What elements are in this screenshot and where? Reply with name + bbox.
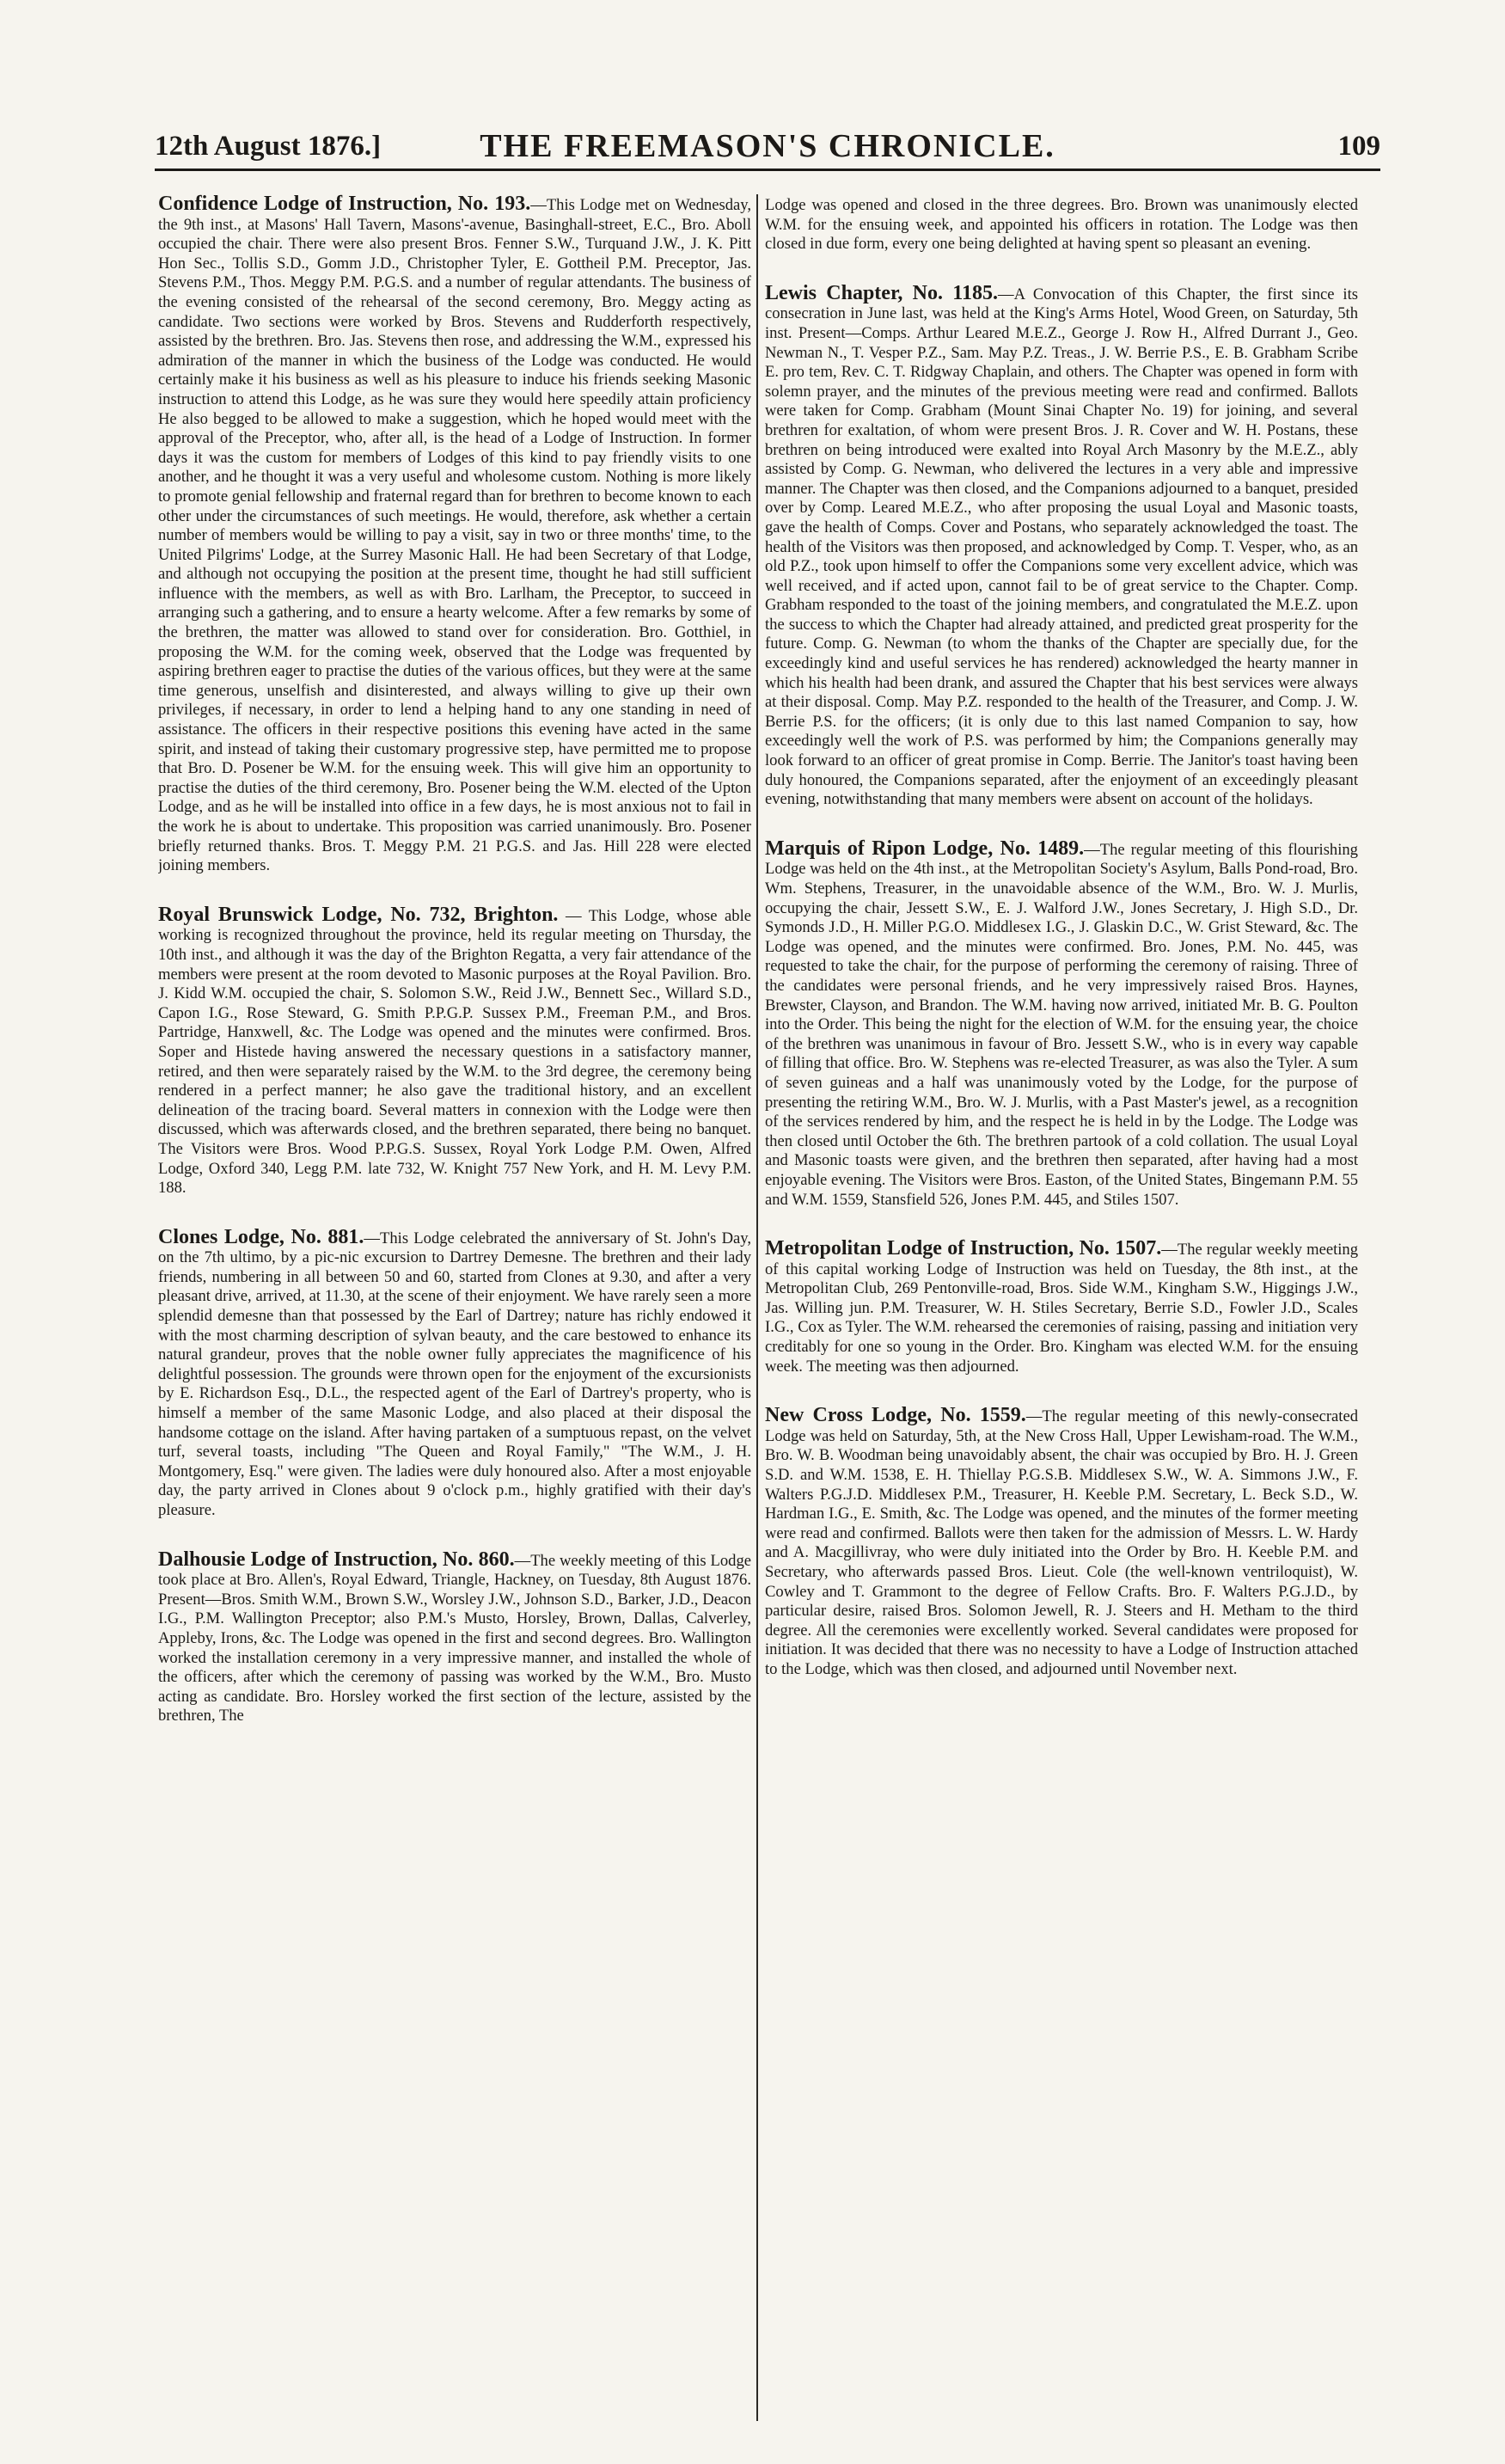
publication-title: THE FREEMASON'S CHRONICLE.: [480, 128, 1055, 164]
article-heading: Marquis of Ripon Lodge, No. 1489.: [765, 837, 1085, 860]
article: [765, 1239, 1358, 1376]
article-body: — This Lodge, whose able working is recognized throughout the province, held its regular meeting on Thursday, the 10th inst., and although it was the day of the Brighton Regatta, a very fair attendance of the members were present at the room devoted to Masonic purposes at the Royal Pavilion. Bro. J. Kidd W.M. occupied the chair, S. Solomon S.W., Reid J.W., Bennett Sec., Willard S.D., Capon I.G., Rose Steward, G. Smith P.P.G.P. Sussex P.M., Freeman P.M., and Bros. Partridge, Hanxwell, &c. The Lodge was opened and the minutes were confirmed. Bros. Soper and Histede having answered the necessary questions in a satisfactory manner, retired, and then were separately raised by the W.M. to the 3rd degree, the ceremony being rendered in a perfect manner; he also gave the traditional history, and an excellent delineation of the tracing board. Several matters in connexion with the Lodge were then discussed, which was afterwards closed, and the brethren separated, there being no banquet. The Visitors were Bros. Wood P.P.G.S. Sussex, Royal York Lodge P.M. Owen, Alfred Lodge, Oxford 340, Legg P.M. late 732, W. Knight 757 New York, and H. M. Levy P.M. 188.: [158, 906, 751, 1198]
article-heading: Metropolitan Lodge of Instruction, No. 1507.: [765, 1237, 1162, 1260]
article-heading: Dalhousie Lodge of Instruction, No. 860.: [158, 1548, 515, 1571]
right-column: [765, 194, 1358, 2430]
article-body: —A Convocation of this Chapter, the first since its consecration in June last, was held at the King's Arms Hotel, Wood Green, on Saturday, 5th inst. Present—Comps. Arthur Leared M.E.Z., George J. Row H., Alfred Durrant J., Geo. Newman N., T. Vesper P.Z., Sam. May P.Z. Treas., J. W. Berrie P.S., E. B. Grabham Scribe E. pro tem, Rev. C. T. Ridgway Chaplain, and others. The Chapter was opened in form with solemn prayer, and the minutes of the previous meeting were read and confirmed. Ballots were taken for Comp. Grabham (Mount Sinai Chapter No. 19) for joining, and several brethren for exaltation, of whom were present Bros. J. R. Cover and W. H. Postans, these brethren on being introduced were exalted into Royal Arch Masonry by the M.E.Z., ably assisted by Comp. G. Newman, who delivered the lectures in a very able and impressive manner. The Chapter was then closed, and the Companions adjourned to a banquet, presided over by Comp. Leared M.E.Z., who after proposing the usual Loyal and Masonic toasts, gave the health of Comps. Cover and Postans, who separately acknowledged the toast. The health of the Visitors was then proposed, and acknowledged by Comp. T. Vesper, who, as an old P.Z., took upon himself to offer the Companions some very excellent advice, which was well received, and if acted upon, cannot fail to be of great service to the Chapter. Comp. Grabham responded to the toast of the joining members, and congratulated the M.E.Z. upon the success to which the Chapter had already attained, and predicted great prosperity for the future. Comp. G. Newman (to whom the thanks of the Chapter are specially due, for the exceedingly kind and useful services he has rendered) acknowledged the hearty manner in which his health had been drank, and assured the Chapter that his best services were always at their disposal. Comp. May P.Z. responded to the health of the Treasurer, and Comp. J. W. Berrie P.S. for the officers; (it is only due to this last named Companion to say, how exceedingly well the work of P.S. was performed by him; the Companions generally may look forward to an officer of great promise in Comp. Berrie. The Janitor's toast having been duly honoured, the Companions separated, after the enjoyment of an exceedingly pleasant evening, notwithstanding that many members were absent on account of the holidays.: [765, 285, 1358, 809]
article: [158, 1550, 751, 1726]
article-body: Lodge was opened and closed in the three degrees. Bro. Brown was unanimously elected W.M. for the ensuing week, and appointed his officers in rotation. The Lodge was then closed in due form, every one being delighted at having spent so pleasant an evening.: [765, 196, 1358, 254]
article: [158, 194, 751, 876]
article-body: —The regular weekly meeting of this capital working Lodge of Instruction was held on Tuesday, the 8th inst., at the Metropolitan Club, 269 Pentonville-road, Bros. Side W.M., Kingham S.W., Higgings J.W., Jas. Willing jun. P.M. Treasurer, W. H. Stiles Secretary, Berrie S.D., Fowler J.D., Scales I.G., Cox as Tyler. The W.M. rehearsed the ceremonies of raising, passing and initiation very creditably for one so young in the Order. Bro. Kingham was elected W.M. for the ensuing week. The meeting was then adjourned.: [765, 1241, 1358, 1376]
article-body: —This Lodge met on Wednesday, the 9th inst., at Masons' Hall Tavern, Masons'-avenue, Basinghall-street, E.C., Bro. Aboll occupied the chair. There were also present Bros. Fenner S.W., Turquand J.W., J. K. Pitt Hon Sec., Tollis S.D., Gomm J.D., Christopher Tyler, E. Gottheil P.M. Preceptor, Jas. Stevens P.M., Thos. Meggy P.M. P.G.S. and a number of regular attendants. The business of the evening consisted of the rehearsal of the second ceremony, Bro. Meggy acting as candidate. Two sections were worked by Bros. Stevens and Rudderforth respectively, assisted by the brethren. Bro. Jas. Stevens then rose, and addressing the W.M., expressed his admiration of the manner in which the business of the Lodge was conducted. He would certainly make it his business as well as his pleasure to induce his friends seeking Masonic instruction to attend this Lodge, as he was sure they would here speedily attain proficiency He also begged to be allowed to make a suggestion, which he hoped would meet with the approval of the Preceptor, who, after all, is the head of a Lodge of Instruction. In former days it was the custom for members of Lodges of this kind to pay friendly visits to one another, and he thought it was a very useful and wholesome custom. Nothing is more likely to promote genial fellowship and fraternal regard than for brethren to become known to each other under the circumstances of such meetings. He would, therefore, ask whether a certain number of members would be willing to pay a visit, say in two or three months' time, to the United Pilgrims' Lodge, at the Surrey Masonic Hall. He had been Secretary of that Lodge, and although not occupying the position at the present time, thought he had still sufficient influence with the members, as well as with Bro. Larlham, the Preceptor, to succeed in arranging such a gathering, and to ensure a hearty welcome. After a few remarks by some of the brethren, the matter was allowed to stand over for consideration. Bro. Gotthiel, in proposing the W.M. for the coming week, observed that the Lodge was frequented by aspiring brethren eager to practise the duties of the various offices, but they were at the same time generous, unselfish and disinterested, and always willing to give up their own privileges, if necessary, in order to lend a helping hand to any one standing in need of assistance. The officers in their respective positions this evening have acted in the same spirit, and instead of taking their customary progressive step, have permitted me to propose that Bro. D. Posener be W.M. for the ensuing week. This will give him an opportunity to practise the duties of the third ceremony, Bro. Posener being the W.M. elected of the Upton Lodge, and as he will be installed into office in a few days, he is most anxious not to fail in the work he is about to undertake. This proposition was carried unanimously. Bro. Posener briefly returned thanks. Bros. T. Meggy P.M. 21 P.G.S. and Jas. Hill 228 were elected joining members.: [158, 196, 751, 875]
article: [765, 839, 1358, 1210]
page-number: 109: [1337, 131, 1380, 162]
article-heading: Royal Brunswick Lodge, No. 732, Brighton.: [158, 903, 559, 926]
article-heading: Confidence Lodge of Instruction, No. 193.: [158, 194, 531, 215]
column-divider: [756, 194, 758, 2421]
article: [765, 281, 1358, 810]
article-body: —The regular meeting of this newly-consecrated Lodge was held on Saturday, 5th, at the New Cross Hall, Upper Lewisham-road. The W.M., Bro. W. B. Woodman being unavoidably absent, the chair was occupied by Bro. H. J. Green S.D. and W.M. 1538, E. H. Thiellay P.G.S.B. Middlesex S.W., W. A. Simmons J.W., F. Walters P.G.J.D. Middlesex P.M., Treasurer, H. Keeble P.M. Secretary, L. Beck S.D., W. Hardman I.G., E. Smith, &c. The Lodge was opened, and the minutes of the former meeting were read and confirmed. Ballots were then taken for the admission of Messrs. L. W. Hardy and A. Macgillivray, who were duly initiated into the Order by Bro. H. Keeble P.M. and Secretary, who afterwards passed Bros. Lieut. Cole (the well-known ventriloquist), W. Cowley and T. Grammont to the degree of Fellow Crafts. Bro. F. Walters P.G.J.D., by particular desire, raised Bros. Solomon Jewell, R. J. Steers and H. Metham to the third degree. All the ceremonies were excellently worked. Several candidates were proposed for initiation. It was decided that there was no necessity to have a Lodge of Instruction attached to the Lodge, which was then closed, and adjourned until November next.: [765, 1407, 1358, 1678]
issue-date: 12th August 1876.]: [155, 131, 382, 162]
article: [158, 905, 751, 1198]
page-header: [155, 127, 1380, 171]
article-heading: New Cross Lodge, No. 1559.: [765, 1404, 1026, 1427]
article: [765, 194, 1358, 254]
article-heading: Clones Lodge, No. 881.: [158, 1225, 364, 1248]
article: [765, 1406, 1358, 1679]
article-body: —The weekly meeting of this Lodge took place at Bro. Allen's, Royal Edward, Triangle, Hackney, on Tuesday, 8th August 1876. Present—Bros. Smith W.M., Brown S.W., Worsley J.W., Johnson S.D., Barker, J.D., Deacon I.G., P.M. Wallington Preceptor; also P.M.'s Musto, Horsley, Brown, Dallas, Calverley, Appleby, Irons, &c. The Lodge was opened in the first and second degrees. Bro. Wallington worked the installation ceremony in a very impressive manner, and installed the whole of the officers, after which the ceremony of passing was worked by the W.M., Bro. Musto acting as candidate. Bro. Horsley worked the first section of the lecture, assisted by the brethren, The: [158, 1551, 751, 1725]
article-body: —The regular meeting of this flourishing Lodge was held on the 4th inst., at the Metropolitan Society's Asylum, Balls Pond-road, Bro. Wm. Stephens, Treasurer, in the unavoidable absence of the W.M., Bro. W. J. Murlis, occupying the chair, Jessett S.W., E. J. Walford J.W., Jones Secretary, J. High S.D., Dr. Symonds J.D., H. Miller P.G.O. Middlesex I.G., J. Glaskin D.C., W. Grist Steward, &c. The Lodge was opened, and the minutes were confirmed. Bro. Jones, P.M. No. 445, was requested to take the chair, for the purpose of performing the ceremony of raising. Three of the candidates were personal friends, and he very impressively raised Bros. Haynes, Brewster, Clayson, and Brandon. The W.M. having now arrived, initiated Mr. B. G. Poulton into the Order. This being the night for the election of W.M. for the ensuing year, the choice of the brethren was unanimous in favour of Bro. Jessett S.W., who is in every way capable of filling that office. Bro. W. Stephens was re-elected Treasurer, as was also the Tyler. A sum of seven guineas and a half was unanimously voted by the Lodge, for the purpose of presenting the retiring W.M., Bro. W. J. Murlis, with a Past Master's jewel, as a recognition of the services rendered by him, and the respect he is held in by the Lodge. The Lodge was then closed until October the 6th. The brethren partook of a cold collation. The usual Loyal and Masonic toasts were given, and the brethren then separated, after having had a most enjoyable evening. The Visitors were Bros. Easton, of the United States, Bingemann P.M. 55 and W.M. 1559, Stansfield 526, Jones P.M. 445, and Stiles 1507.: [765, 840, 1358, 1209]
article: [158, 1225, 751, 1521]
article-body: —This Lodge celebrated the anniversary of St. John's Day, on the 7th ultimo, by a pic-nic excursion to Dartrey Demesne. The brethren and their lady friends, numbering in all between 50 and 60, started from Clones at 9.30, and after a very pleasant drive, arrived, at 11.30, at the scene of their enjoyment. We have rarely seen a more splendid demesne than that possessed by the Earl of Dartrey; nature has richly endowed it with the most charming description of sylvan beauty, and the care bestowed to enhance its natural grandeur, proves that the noble owner fully appreciates the magnificence of his delightful possession. The grounds were thrown open for the enjoyment of the excursionists by E. Richardson Esq., D.L., the respected agent of the Earl of Dartrey's property, who is himself a member of the same Masonic Lodge, and also placed at their disposal the handsome cottage on the island. After having partaken of a sumptuous repast, on the velvet turf, several toasts, including "The Queen and Royal Family," "The W.M., J. H. Montgomery, Esq." were given. The ladies were duly honoured also. After a most enjoyable day, the party arrived in Clones about 9 o'clock p.m., highly gratified with their day's pleasure.: [158, 1229, 751, 1519]
article-heading: Lewis Chapter, No. 1185.: [765, 281, 998, 304]
left-column: [158, 194, 751, 2430]
